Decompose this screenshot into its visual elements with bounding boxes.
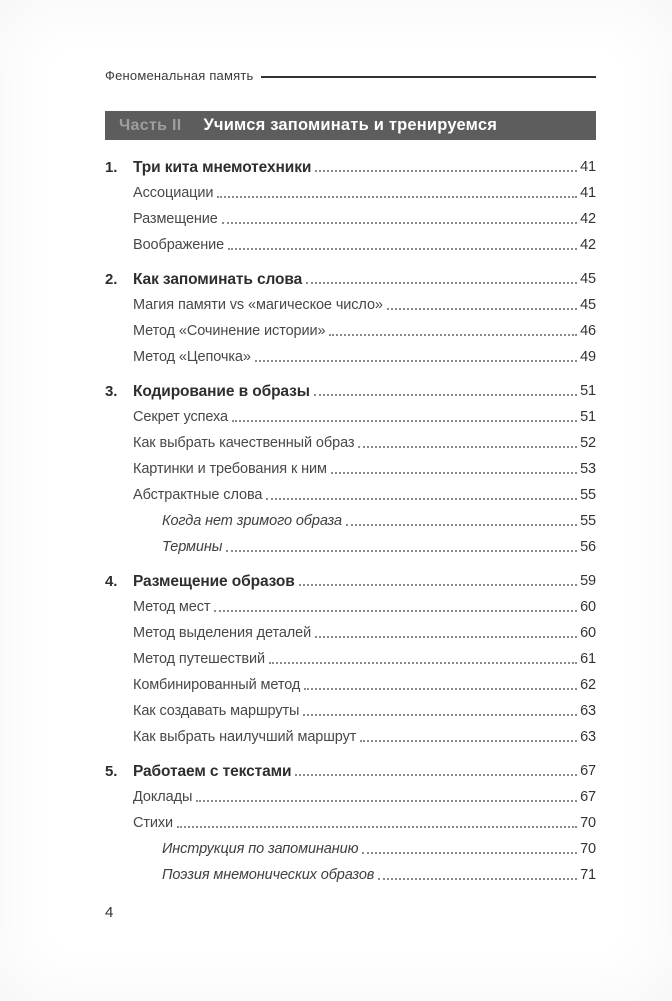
- toc-sub-row: [105, 290, 596, 316]
- dot-leader: [303, 714, 577, 716]
- toc-entry-label: Метод выделения деталей: [133, 625, 312, 642]
- toc-sub-row: [105, 428, 596, 454]
- toc-page-number: 63: [580, 703, 596, 720]
- toc-page-number: 70: [580, 841, 596, 858]
- toc-entry-label: Как создавать маршруты: [133, 703, 300, 720]
- toc-sub-row: [105, 808, 596, 834]
- dot-leader: [314, 394, 577, 396]
- dot-leader: [255, 360, 577, 362]
- dot-leader: [329, 334, 577, 336]
- toc-page-number: 67: [580, 763, 596, 780]
- dot-leader: [306, 282, 577, 284]
- toc-sub-row: [105, 592, 596, 618]
- toc-sub-row: [105, 454, 596, 480]
- toc-entry-label: Как запоминать слова: [133, 270, 303, 288]
- toc-page-number: 56: [580, 539, 596, 556]
- dot-leader: [360, 740, 577, 742]
- toc-sub-row: [105, 178, 596, 204]
- toc-page-number: 41: [580, 185, 596, 202]
- toc-sub-row: [105, 618, 596, 644]
- dot-leader: [232, 420, 577, 422]
- part-banner-label: Часть II: [119, 116, 182, 134]
- toc-entry-label: Метод «Цепочка»: [133, 349, 251, 366]
- toc-list: [105, 152, 596, 886]
- dot-leader: [346, 524, 577, 526]
- toc-sub-row: [105, 204, 596, 230]
- dot-leader: [362, 852, 577, 854]
- toc-entry-label: Метод «Сочинение истории»: [133, 323, 326, 340]
- toc-entry-label: Как выбрать качественный образ: [133, 435, 355, 452]
- dot-leader: [299, 584, 577, 586]
- toc-entry-label: Доклады: [133, 789, 193, 806]
- toc-entry-label: Абстрактные слова: [133, 487, 263, 504]
- toc-page-number: 60: [580, 625, 596, 642]
- running-head: [105, 68, 596, 85]
- toc-sub-row: [105, 644, 596, 670]
- dot-leader: [315, 170, 577, 172]
- dot-leader: [387, 308, 577, 310]
- toc-page-number: 61: [580, 651, 596, 668]
- toc-sub-row: [105, 506, 596, 532]
- toc-page-number: 67: [580, 789, 596, 806]
- toc-page-number: 55: [580, 513, 596, 530]
- toc-entry-label: Метод мест: [133, 599, 211, 616]
- toc-entry-label: Кодирование в образы: [133, 382, 310, 400]
- running-head-title: Феноменальная память: [105, 68, 254, 83]
- toc-page-number: 45: [580, 297, 596, 314]
- toc-page-number: 71: [580, 867, 596, 884]
- toc-chapter-number: 4.: [105, 572, 118, 590]
- toc-page-number: 60: [580, 599, 596, 616]
- part-banner-title: Учимся запоминать и тренируемся: [203, 116, 498, 134]
- dot-leader: [214, 610, 577, 612]
- toc-page-number: 41: [580, 159, 596, 176]
- toc-sub-row: [105, 670, 596, 696]
- toc-sub-row: [105, 402, 596, 428]
- toc-entry-label: Когда нет зримого образа: [162, 513, 342, 530]
- toc-page-number: 52: [580, 435, 596, 452]
- running-head-rule: [261, 76, 597, 78]
- dot-leader: [331, 472, 577, 474]
- toc-chapter-row: [105, 376, 596, 402]
- toc-entry-label: Метод путешествий: [133, 651, 265, 668]
- toc-page-number: 42: [580, 211, 596, 228]
- toc-page-number: 42: [580, 237, 596, 254]
- dot-leader: [304, 688, 577, 690]
- toc-entry-label: Магия памяти vs «магическое число»: [133, 297, 383, 314]
- toc-entry-label: Размещение образов: [133, 572, 295, 590]
- toc-entry-label: Стихи: [133, 815, 174, 832]
- toc-entry-label: Размещение: [133, 211, 218, 228]
- toc-page-number: 53: [580, 461, 596, 478]
- toc-sub-row: [105, 316, 596, 342]
- toc-page-number: 46: [580, 323, 596, 340]
- dot-leader: [358, 446, 577, 448]
- toc-entry-label: Картинки и требования к ним: [133, 461, 327, 478]
- part-banner: [105, 111, 596, 140]
- toc-entry-label: Секрет успеха: [133, 409, 228, 426]
- toc-sub-row: [105, 860, 596, 886]
- toc-chapter-number: 2.: [105, 270, 118, 288]
- toc-sub-row: [105, 696, 596, 722]
- toc-chapter-number: 5.: [105, 762, 118, 780]
- dot-leader: [315, 636, 577, 638]
- toc-chapter-row: [105, 756, 596, 782]
- toc-page-number: 63: [580, 729, 596, 746]
- toc-page-number: 51: [580, 409, 596, 426]
- toc-page-number: 70: [580, 815, 596, 832]
- toc-page-number: 51: [580, 383, 596, 400]
- toc-chapter-row: [105, 152, 596, 178]
- toc-sub-row: [105, 834, 596, 860]
- toc-chapter-row: [105, 566, 596, 592]
- toc-chapter-row: [105, 264, 596, 290]
- toc-page-number: 49: [580, 349, 596, 366]
- toc-chapter-number: 1.: [105, 158, 118, 176]
- toc-entry-label: Поэзия мнемонических образов: [162, 867, 375, 884]
- footer-page-number: 4: [105, 904, 114, 921]
- dot-leader: [222, 222, 577, 224]
- toc-sub-row: [105, 782, 596, 808]
- dot-leader: [196, 800, 577, 802]
- toc-sub-row: [105, 480, 596, 506]
- page-footer: [105, 904, 596, 921]
- toc-page-number: 45: [580, 271, 596, 288]
- toc-entry-label: Как выбрать наилучший маршрут: [133, 729, 357, 746]
- toc-entry-label: Работаем с текстами: [133, 762, 292, 780]
- dot-leader: [295, 774, 577, 776]
- toc-sub-row: [105, 532, 596, 558]
- toc-entry-label: Комбинированный метод: [133, 677, 301, 694]
- toc-page-number: 62: [580, 677, 596, 694]
- toc-entry-label: Воображение: [133, 237, 225, 254]
- dot-leader: [217, 196, 577, 198]
- dot-leader: [226, 550, 577, 552]
- toc-page-number: 55: [580, 487, 596, 504]
- toc-sub-row: [105, 230, 596, 256]
- toc-entry-label: Термины: [162, 539, 223, 556]
- dot-leader: [228, 248, 577, 250]
- dot-leader: [266, 498, 577, 500]
- dot-leader: [177, 826, 577, 828]
- toc-sub-row: [105, 342, 596, 368]
- toc-entry-label: Инструкция по запоминанию: [162, 841, 359, 858]
- dot-leader: [269, 662, 577, 664]
- toc-entry-label: Три кита мнемотехники: [133, 158, 312, 176]
- toc-chapter-number: 3.: [105, 382, 118, 400]
- dot-leader: [378, 878, 577, 880]
- toc-entry-label: Ассоциации: [133, 185, 214, 202]
- toc-sub-row: [105, 722, 596, 748]
- toc-page-number: 59: [580, 573, 596, 590]
